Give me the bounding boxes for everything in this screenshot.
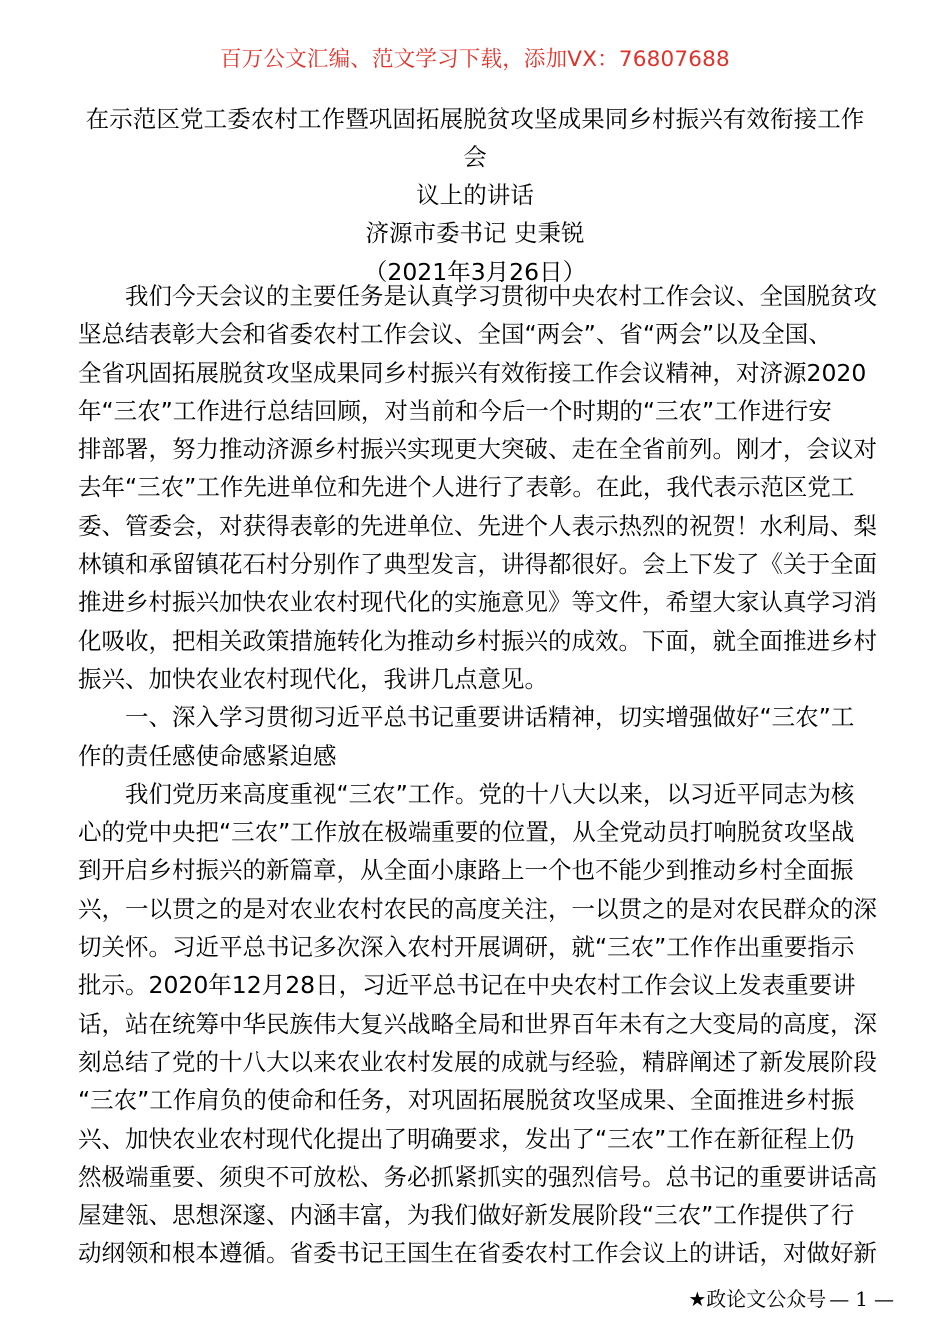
document-byline: 济源市委书记 史秉锐: [365, 219, 585, 247]
body-line: 然极端重要、须臾不可放松、务必抓紧抓实的强烈信号。总书记的重要讲话高: [78, 1162, 877, 1191]
body-line: 我们今天会议的主要任务是认真学习贯彻中央农村工作会议、全国脱贫攻: [78, 282, 877, 310]
page-number: 1: [855, 1287, 868, 1311]
body-line: 排部署，努力推动济源乡村振兴实现更大突破、走在全省前列。刚才，会议对: [78, 435, 877, 464]
body-line: 动纲领和根本遵循。省委书记王国生在省委农村工作会议上的讲话，对做好新: [78, 1239, 877, 1268]
footer-content: [688, 1283, 897, 1312]
body-line: 坚总结表彰大会和省委农村工作会议、全国“两会”、省“两会”以及全国、: [78, 320, 832, 349]
document-body: [78, 277, 877, 1273]
page-title-line-1: 在示范区党工委农村工作暨巩固拓展脱贫攻坚成果同乡村振兴有效衔接工作会: [85, 105, 865, 171]
body-line: 作的责任感使命感紧迫感: [78, 741, 337, 770]
body-line: 年“三农”工作进行总结回顾，对当前和今后一个时期的“三农”工作进行安: [78, 396, 832, 425]
body-line: 屋建瓴、思想深邃、内涵丰富，为我们做好新发展阶段“三农”工作提供了行: [78, 1201, 855, 1230]
document-title-block: [78, 100, 872, 292]
body-line: 话，站在统筹中华民族伟大复兴战略全局和世界百年未有之大变局的高度，深: [78, 1009, 877, 1038]
promo-banner-text: 百万公文汇编、范文学习下载，添加VX：76807688: [220, 47, 730, 72]
document-date: （2021年3月26日）: [363, 258, 587, 286]
body-line: 我们党历来高度重视“三农”工作。党的十八大以来，以习近平同志为核: [78, 779, 855, 808]
body-line: 林镇和承留镇花石村分别作了典型发言，讲得都很好。会上下发了《关于全面: [78, 550, 877, 579]
body-line: 振兴、加快农业农村现代化，我讲几点意见。: [78, 664, 548, 693]
page-title-line-2: 议上的讲话: [416, 181, 534, 209]
body-line: 切关怀。习近平总书记多次深入农村开展调研，就“三农”工作作出重要指示: [78, 933, 855, 962]
body-line: 兴，一以贯之的是对农业农村农民的高度关注，一以贯之的是对农民群众的深: [78, 894, 877, 923]
body-line: 化吸收，把相关政策措施转化为推动乡村振兴的成效。下面，就全面推进乡村: [78, 626, 877, 655]
body-line: 批示。2020年12月28日，习近平总书记在中央农村工作会议上发表重要讲: [78, 971, 856, 1000]
body-line: 兴、加快农业农村现代化提出了明确要求，发出了“三农”工作在新征程上仍: [78, 1124, 855, 1153]
body-line: 刻总结了党的十八大以来农业农村发展的成就与经验，精辟阐述了新发展阶段: [78, 1047, 877, 1076]
body-line: 全省巩固拓展脱贫攻坚成果同乡村振兴有效衔接工作会议精神，对济源2020: [78, 358, 867, 387]
body-line: 去年“三农”工作先进单位和先进个人进行了表彰。在此，我代表示范区党工: [78, 473, 855, 502]
footer-dash-left: —: [829, 1287, 850, 1311]
body-line: 心的党中央把“三农”工作放在极端重要的位置，从全党动员打响脱贫攻坚战: [78, 818, 855, 847]
watermark-label: ★政论文公众号: [688, 1287, 827, 1311]
body-line: 委、管委会，对获得表彰的先进单位、先进个人表示热烈的祝贺！水利局、梨: [78, 511, 877, 540]
footer-dash-right: —: [874, 1287, 894, 1311]
body-line: 推进乡村振兴加快农业农村现代化的实施意见》等文件，希望大家认真学习消: [78, 588, 877, 617]
body-line: 到开启乡村振兴的新篇章，从全面小康路上一个也不能少到推动乡村全面振: [78, 856, 854, 885]
body-line: “三农”工作肩负的使命和任务，对巩固拓展脱贫攻坚成果、全面推进乡村振: [78, 1086, 855, 1115]
body-line: 一、深入学习贯彻习近平总书记重要讲话精神，切实增强做好“三农”工: [78, 703, 855, 732]
